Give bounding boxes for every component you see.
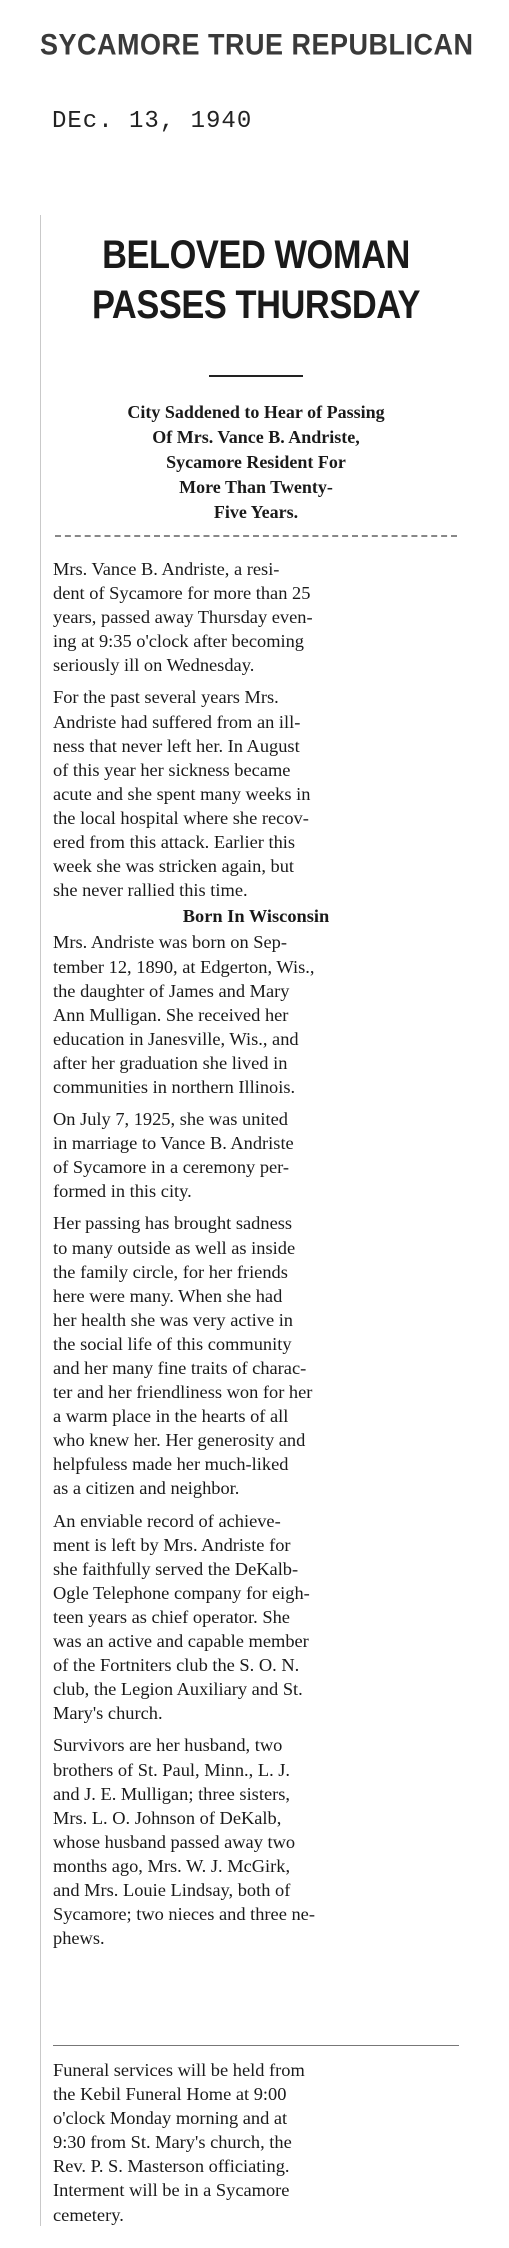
- deck-line: City Saddened to Hear of Passing: [127, 402, 385, 422]
- paragraph-line: after her graduation she lived in: [53, 1052, 288, 1073]
- paragraph-line: An enviable record of achieve-: [53, 1510, 281, 1531]
- funeral-line: o'clock Monday morning and at: [53, 2108, 288, 2129]
- paragraph-gap: [53, 1203, 459, 1211]
- paragraph-line: communities in northern Illinois.: [53, 1076, 296, 1097]
- paragraph-line: ered from this attack. Earlier this: [53, 832, 296, 853]
- paragraph-line: Survivors are her husband, two: [53, 1735, 283, 1756]
- paragraph-line: her health she was very active in: [53, 1309, 294, 1330]
- handwritten-date: DEc. 13, 1940: [52, 108, 253, 135]
- paragraph-gap: [53, 1501, 459, 1509]
- headline-rule: [209, 375, 303, 377]
- funeral-line: Interment will be in a Sycamore: [53, 2180, 290, 2201]
- funeral-line: 9:30 from St. Mary's church, the: [53, 2132, 292, 2153]
- funeral-line: Rev. P. S. Masterson officiating.: [53, 2156, 290, 2177]
- paragraph-line: of the Fortniters club the S. O. N.: [53, 1655, 300, 1676]
- paragraph-line: ment is left by Mrs. Andriste for: [53, 1534, 291, 1555]
- paragraph-line: On July 7, 1925, she was united: [53, 1109, 288, 1130]
- paragraph-line: was an active and capable member: [53, 1631, 309, 1652]
- paragraph-line: to many outside as well as inside: [53, 1237, 296, 1258]
- section-divider: [55, 535, 457, 537]
- paragraph-line: a warm place in the hearts of all: [53, 1406, 289, 1427]
- paragraph-line: Her passing has brought sadness: [53, 1213, 293, 1234]
- paragraph-line: acute and she spent many weeks in: [53, 783, 311, 804]
- paragraph-line: of Sycamore in a ceremony per-: [53, 1157, 290, 1178]
- paragraph-line: the family circle, for her friends: [53, 1261, 288, 1282]
- deck-line: Sycamore Resident For: [166, 452, 346, 472]
- paragraph-line: whose husband passed away two: [53, 1831, 296, 1852]
- deck-line: More Than Twenty-: [179, 477, 333, 497]
- paragraph-line: club, the Legion Auxiliary and St.: [53, 1679, 303, 1700]
- paragraph-line: Sycamore; two nieces and three ne-: [53, 1904, 315, 1925]
- deck-line: Five Years.: [213, 502, 299, 522]
- paragraph-line: in marriage to Vance B. Andriste: [53, 1133, 294, 1154]
- newspaper-masthead: SYCAMORE TRUE REPUBLICAN: [40, 28, 474, 61]
- paragraph-line: of this year her sickness became: [53, 759, 291, 780]
- paragraph-line: teen years as chief operator. She: [53, 1606, 290, 1627]
- paragraph-line: the social life of this community: [53, 1333, 292, 1354]
- headline: [80, 230, 433, 330]
- paragraph-line: education in Janesville, Wis., and: [53, 1028, 299, 1049]
- paragraph-gap: [53, 677, 459, 685]
- article-column: [40, 215, 471, 2226]
- paragraph-line: Ogle Telephone company for eigh-: [53, 1582, 310, 1603]
- deck-line: Of Mrs. Vance B. Andriste,: [152, 427, 360, 447]
- paragraph-line: and J. E. Mulligan; three sisters,: [53, 1783, 290, 1804]
- paragraph-line: For the past several years Mrs.: [53, 687, 279, 708]
- paragraph-line: Mrs. Vance B. Andriste, a resi-: [53, 559, 280, 579]
- paragraph-gap: [53, 1099, 459, 1107]
- article-body: [53, 557, 459, 1950]
- paragraph-line: phews.: [53, 1928, 105, 1949]
- paragraph-line: Mrs. Andriste was born on Sep-: [53, 932, 287, 953]
- funeral-line: Funeral services will be held from: [53, 2060, 305, 2080]
- paragraph-line: here were many. When she had: [53, 1285, 283, 1306]
- paragraph-line: week she was stricken again, but: [53, 856, 295, 877]
- paragraph-line: months ago, Mrs. W. J. McGirk,: [53, 1855, 291, 1876]
- paragraph-line: she faithfully served the DeKalb-: [53, 1558, 299, 1579]
- funeral-notice: [53, 2045, 459, 2227]
- paragraph-gap: [53, 1725, 459, 1733]
- paragraph-line: Andriste had suffered from an ill-: [53, 711, 301, 732]
- paragraph-line: dent of Sycamore for more than 25: [53, 583, 311, 604]
- funeral-line: the Kebil Funeral Home at 9:00: [53, 2084, 287, 2105]
- paragraph-line: ing at 9:35 o'clock after becoming: [53, 631, 304, 652]
- subheadline-deck: [51, 400, 461, 525]
- paragraph-line: years, passed away Thursday even-: [53, 607, 313, 628]
- paragraph-line: who knew her. Her generosity and: [53, 1430, 306, 1451]
- paragraph-line: brothers of St. Paul, Minn., L. J.: [53, 1759, 291, 1780]
- paragraph-line: and her many fine traits of charac-: [53, 1358, 307, 1378]
- headline-line: PASSES THURSDAY: [91, 283, 421, 327]
- paragraph-line: formed in this city.: [53, 1181, 192, 1202]
- paragraph-line: helpfuless made her much-liked: [53, 1454, 289, 1475]
- paragraph-line: as a citizen and neighbor.: [53, 1478, 240, 1499]
- paragraph-line: the local hospital where she recov-: [53, 807, 309, 828]
- paragraph-line: Ann Mulligan. She received her: [53, 1004, 289, 1025]
- paragraph-line: tember 12, 1890, at Edgerton, Wis.,: [53, 956, 315, 977]
- paragraph-line: ter and her friendliness won for her: [53, 1382, 313, 1403]
- paragraph-line: ness that never left her. In August: [53, 735, 300, 756]
- paragraph-line: seriously ill on Wednesday.: [53, 655, 255, 676]
- section-subhead: Born In Wisconsin: [182, 906, 330, 927]
- funeral-line: cemetery.: [53, 2204, 124, 2225]
- paragraph-line: she never rallied this time.: [53, 880, 248, 901]
- headline-line: BELOVED WOMAN: [102, 233, 410, 277]
- paragraph-line: and Mrs. Louie Lindsay, both of: [53, 1879, 291, 1900]
- paragraph-line: the daughter of James and Mary: [53, 980, 290, 1001]
- paragraph-line: Mary's church.: [53, 1703, 163, 1724]
- paragraph-line: Mrs. L. O. Johnson of DeKalb,: [53, 1807, 282, 1828]
